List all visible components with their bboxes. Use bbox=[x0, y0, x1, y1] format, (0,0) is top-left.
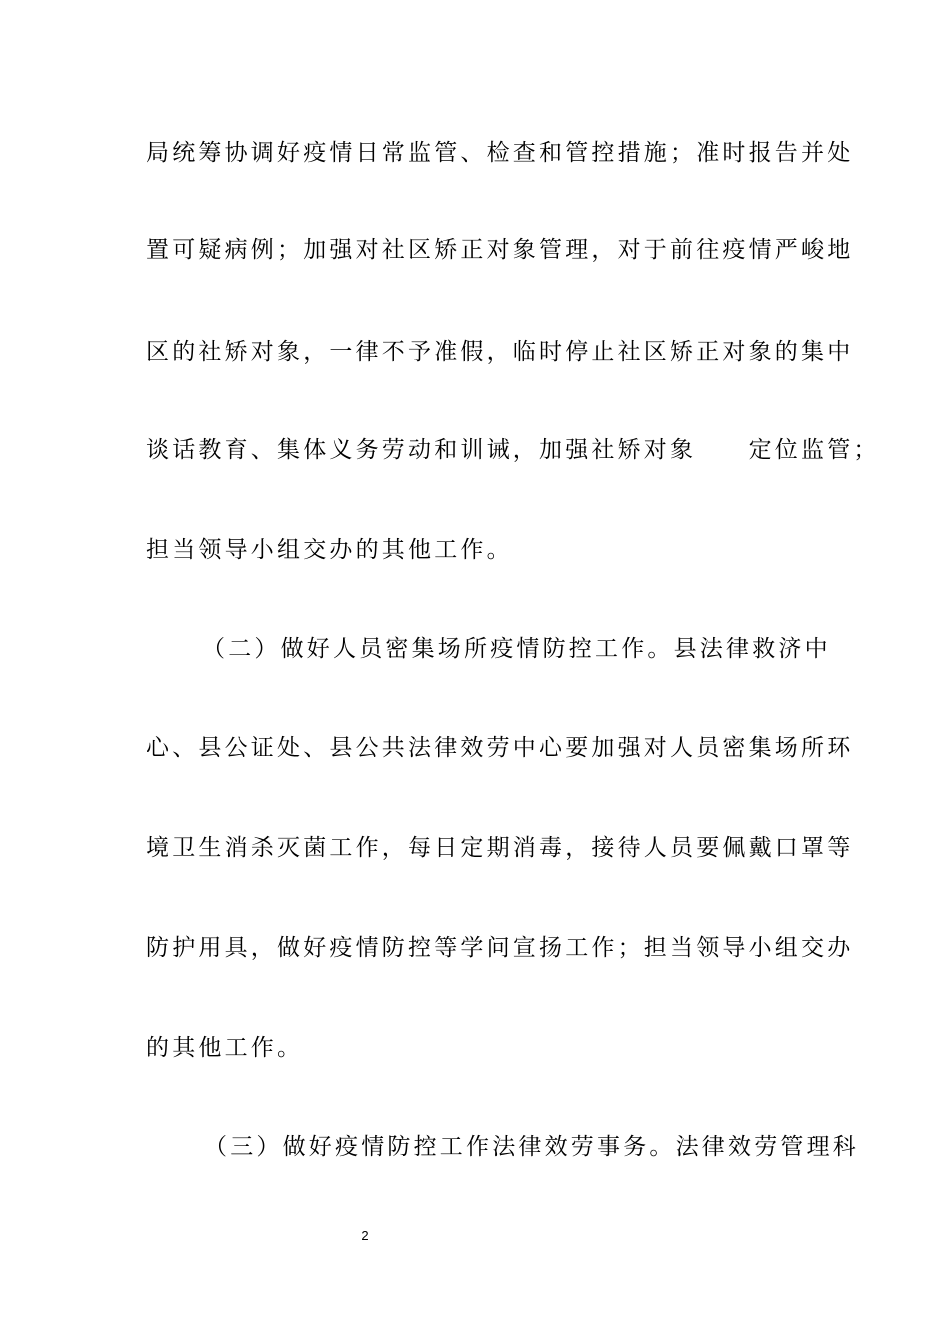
page-number: 2 bbox=[361, 1228, 369, 1243]
paragraph-line-1: 局统筹协调好疫情日常监管、检查和管控措施；准时报告并处 bbox=[146, 140, 854, 166]
paragraph-line-7: 心、县公证处、县公共法律效劳中心要加强对人员密集场所环 bbox=[146, 735, 854, 761]
section-three-heading-line: （三）做好疫情防控工作法律效劳事务。法律效劳管理科 bbox=[204, 1134, 859, 1160]
paragraph-line-5: 担当领导小组交办的其他工作。 bbox=[146, 537, 513, 563]
paragraph-line-10: 的其他工作。 bbox=[146, 1035, 304, 1061]
paragraph-line-4: 谈话教育、集体义务劳动和训诫，加强社矫对象 定位监管； bbox=[146, 437, 880, 463]
paragraph-line-2: 置可疑病例；加强对社区矫正对象管理，对于前往疫情严峻地 bbox=[146, 237, 854, 263]
paragraph-line-9: 防护用具，做好疫情防控等学问宣扬工作；担当领导小组交办 bbox=[146, 935, 854, 961]
section-two-heading-line: （二）做好人员密集场所疫情防控工作。县法律救济中 bbox=[202, 636, 831, 662]
paragraph-line-8: 境卫生消杀灭菌工作，每日定期消毒，接待人员要佩戴口罩等 bbox=[146, 835, 854, 861]
paragraph-line-3: 区的社矫对象，一律不予准假，临时停止社区矫正对象的集中 bbox=[146, 339, 854, 365]
